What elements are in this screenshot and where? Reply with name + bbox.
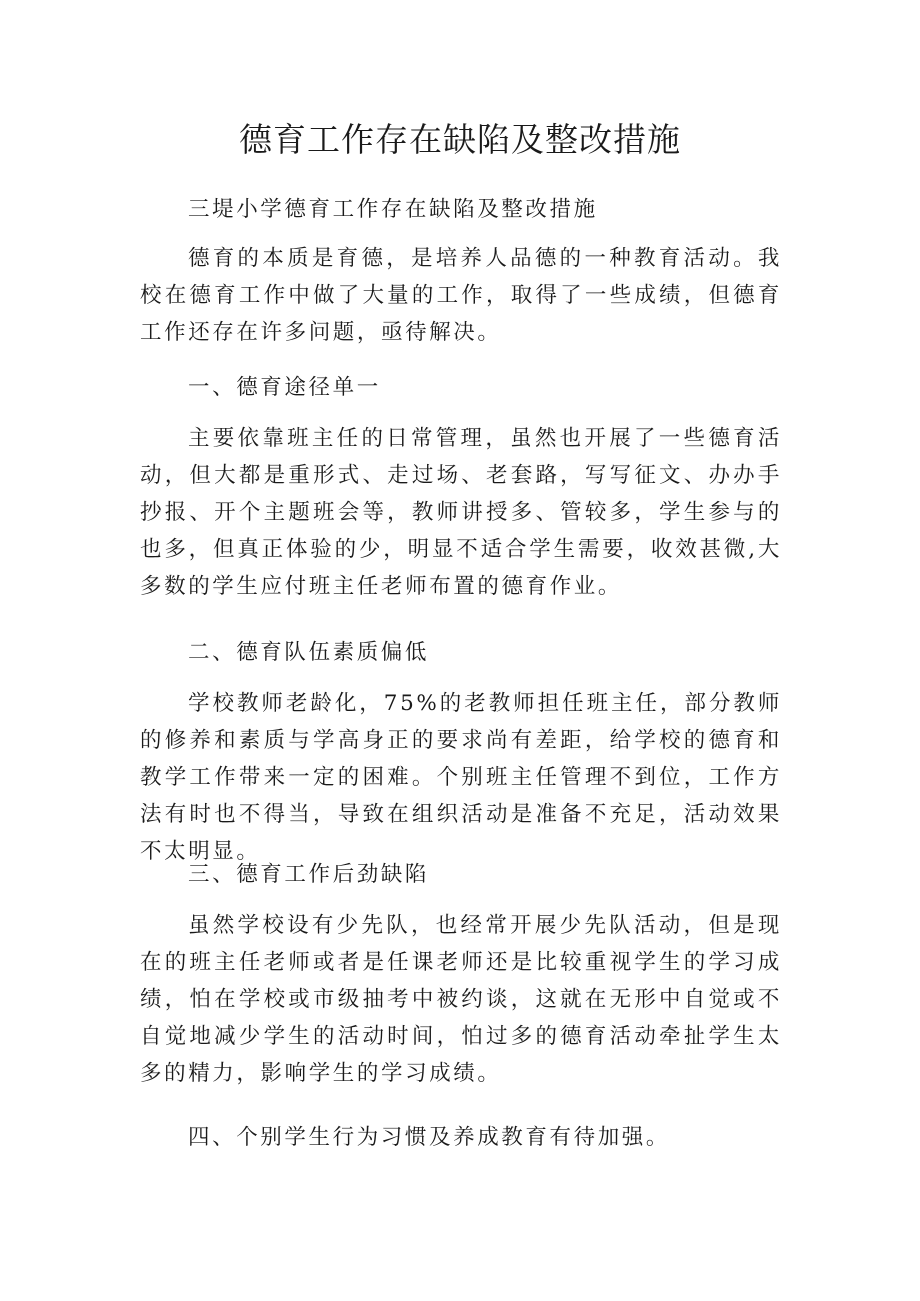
section-heading-1: 一、德育途径单一 [188,375,381,400]
section-3-paragraph: 虽然学校设有少先队，也经常开展少先队活动，但是现在的班主任老师或者是任课老师还是比较重视学生的学习成绩，怕在学校或市级抽考中被约谈，这就在无形中自觉或不自觉地减少学生的活动时间，怕过多的德育活动牵扯学生太多的精力，影响学生的学习成绩。 [140,913,782,1086]
section-heading-4: 四、个别学生行为习惯及养成教育有待加强。 [188,1125,671,1150]
section-heading-3: 三、德育工作后劲缺陷 [188,862,430,887]
intro-paragraph: 德育的本质是育德，是培养人品德的一种教育活动。我校在德育工作中做了大量的工作，取得了一些成绩，但德育工作还存在许多问题，亟待解决。 [140,246,782,345]
section-heading-2: 二、德育队伍素质偏低 [188,640,430,665]
document-title: 德育工作存在缺陷及整改措施 [239,120,681,159]
school-subtitle: 三堤小学德育工作存在缺陷及整改措施 [188,197,598,222]
section-2-paragraph: 学校教师老龄化，75%的老教师担任班主任，部分教师的修养和素质与学高身正的要求尚有差距，给学校的德育和教学工作带来一定的困难。个别班主任管理不到位，工作方法有时也不得当，导致在组织活动是准备不充足，活动效果不太明显。 [140,691,782,864]
section-1-paragraph: 主要依靠班主任的日常管理，虽然也开展了一些德育活动，但大都是重形式、走过场、老套路，写写征文、办办手抄报、开个主题班会等，教师讲授多、管较多，学生参与的也多，但真正体验的少，明显不适合学生需要，收效甚微,大多数的学生应付班主任老师布置的德育作业。 [140,426,782,599]
